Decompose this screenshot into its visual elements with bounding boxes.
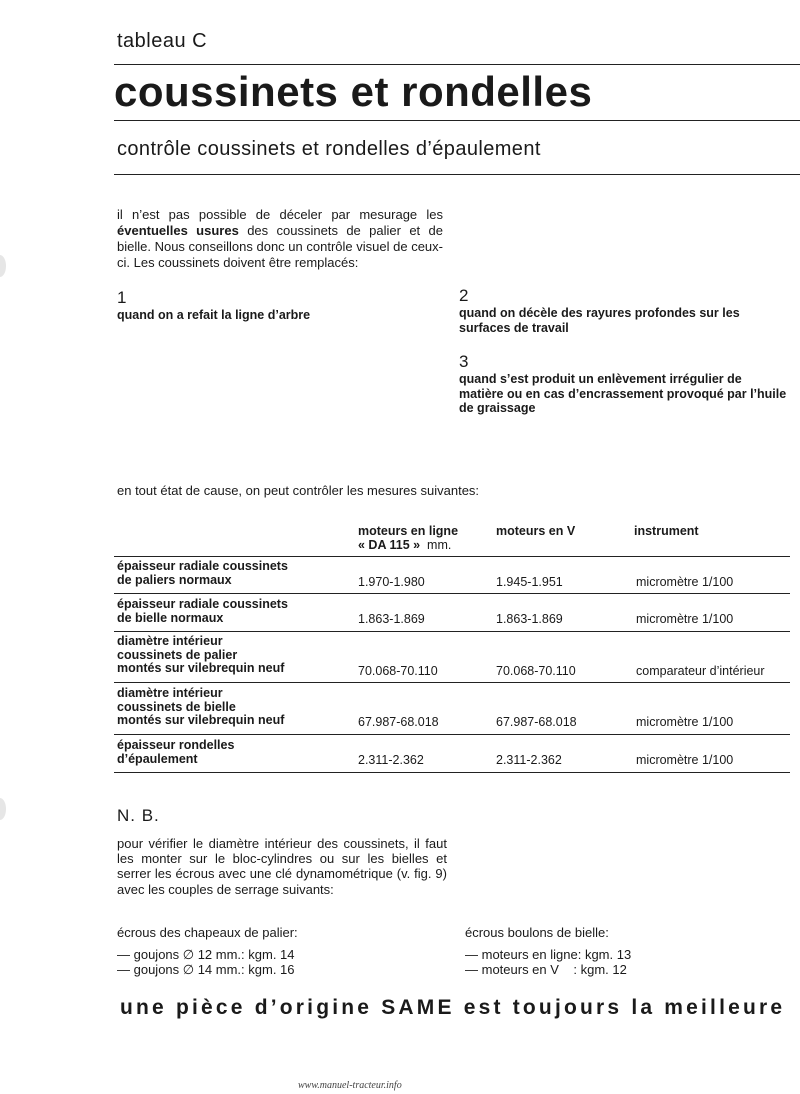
divider [114,64,800,65]
cell-v: 67.987-68.018 [496,715,577,729]
condition-text: quand s’est produit un enlèvement irrégulier de matière ou en cas d’encrassement provoqué par l’huile de graissage [459,372,787,415]
torque-item: — moteurs en ligne: kgm. 13 [465,947,632,962]
table-row-label [117,560,337,587]
cell-v: 2.311-2.362 [496,753,562,767]
cell-inline: 2.311-2.362 [358,753,424,767]
condition-3 [459,352,789,416]
cell-v: 1.945-1.951 [496,575,563,589]
cell-instrument: micromètre 1/100 [636,575,734,589]
label-line: coussinets de bielle [117,699,236,714]
table-rule [114,556,790,557]
divider [114,120,800,121]
label-line: coussinets de palier [117,647,238,662]
header-unit: mm. [427,538,452,552]
cell-instrument: micromètre 1/100 [636,753,734,767]
header-inline-model: « DA 115 » [358,538,421,552]
tableau-label: tableau C [117,30,208,52]
label-line: épaisseur radiale coussinets [117,597,288,611]
label-line: épaisseur rondelles [117,738,235,752]
label-line: de bielle normaux [117,610,224,625]
divider [114,174,800,175]
label-line: diamètre intérieur [117,634,223,648]
torque-item: — moteurs en V : kgm. 12 [465,962,627,977]
lead-text: en tout état de cause, on peut contrôler les mesures suivantes: [117,483,480,498]
torque-title: écrous boulons de bielle: [465,925,609,940]
intro-text-1: il n’est pas possible de déceler par mesurage les [117,207,443,222]
header-inline-engines [358,524,458,552]
label-line: d’épaulement [117,751,198,766]
torque-item: — goujons ∅ 14 mm.: kgm. 16 [117,962,295,977]
condition-number: 2 [459,286,469,305]
cell-inline: 1.863-1.869 [358,612,425,626]
table-row-label [117,739,337,766]
nb-heading: N. B. [117,806,160,825]
page-title: coussinets et rondelles [114,68,593,115]
torque-item: — goujons ∅ 12 mm.: kgm. 14 [117,947,295,962]
label-line: de paliers normaux [117,572,232,587]
punch-hole [0,255,6,277]
label-line: montés sur vilebrequin neuf [117,713,285,727]
header-inline-title: moteurs en ligne [358,524,459,538]
cell-v: 70.068-70.110 [496,664,576,678]
table-row-label [117,687,337,728]
label-line: montés sur vilebrequin neuf [117,661,285,675]
label-line: diamètre intérieur [117,686,223,700]
cell-instrument: comparateur d’intérieur [636,664,765,678]
condition-number: 1 [117,288,127,307]
table-row-label [117,598,337,625]
table-rule [114,772,790,773]
table-rule [114,682,790,683]
table-rule [114,593,790,594]
condition-text: quand on décèle des rayures profondes sur les surfaces de travail [459,306,740,335]
condition-text: quand on a refait la ligne d’arbre [117,308,311,322]
nb-paragraph: pour vérifier le diamètre intérieur des coussinets, il faut les monter sur le bloc-cylindres ou sur les bielles et serrer les écrous avec une clé dynamométrique (v. fig. 9) avec les couples de serrage suivants: [117,836,447,897]
cell-instrument: micromètre 1/100 [636,715,734,729]
intro-text-bold: éventuelles usures [117,223,239,238]
header-instrument: instrument [634,524,699,538]
condition-2 [459,286,789,335]
torque-title: écrous des chapeaux de palier: [117,925,298,940]
page-subtitle: contrôle coussinets et rondelles d’épaulement [117,138,541,160]
cell-inline: 70.068-70.110 [358,664,438,678]
intro-text-2: des coussinets de palier et de bielle. Nous conseillons donc un contrôle visuel de ceux-ci. Les coussinets doivent être remplacés: [117,223,444,270]
footer-url: www.manuel-tracteur.info [298,1080,402,1091]
torque-bearing-caps [117,925,298,977]
header-v-engines: moteurs en V [496,524,576,538]
cell-inline: 67.987-68.018 [358,715,439,729]
table-row-label [117,635,337,676]
torque-rod-bolts [465,925,631,977]
condition-1 [117,288,377,323]
cell-v: 1.863-1.869 [496,612,563,626]
label-line: épaisseur radiale coussinets [117,559,288,573]
slogan: une pièce d’origine SAME est toujours la meilleure [120,996,786,1019]
punch-hole [0,798,6,820]
cell-inline: 1.970-1.980 [358,575,425,589]
condition-number: 3 [459,352,469,371]
table-rule [114,631,790,632]
cell-instrument: micromètre 1/100 [636,612,734,626]
table-rule [114,734,790,735]
intro-paragraph [117,207,443,271]
